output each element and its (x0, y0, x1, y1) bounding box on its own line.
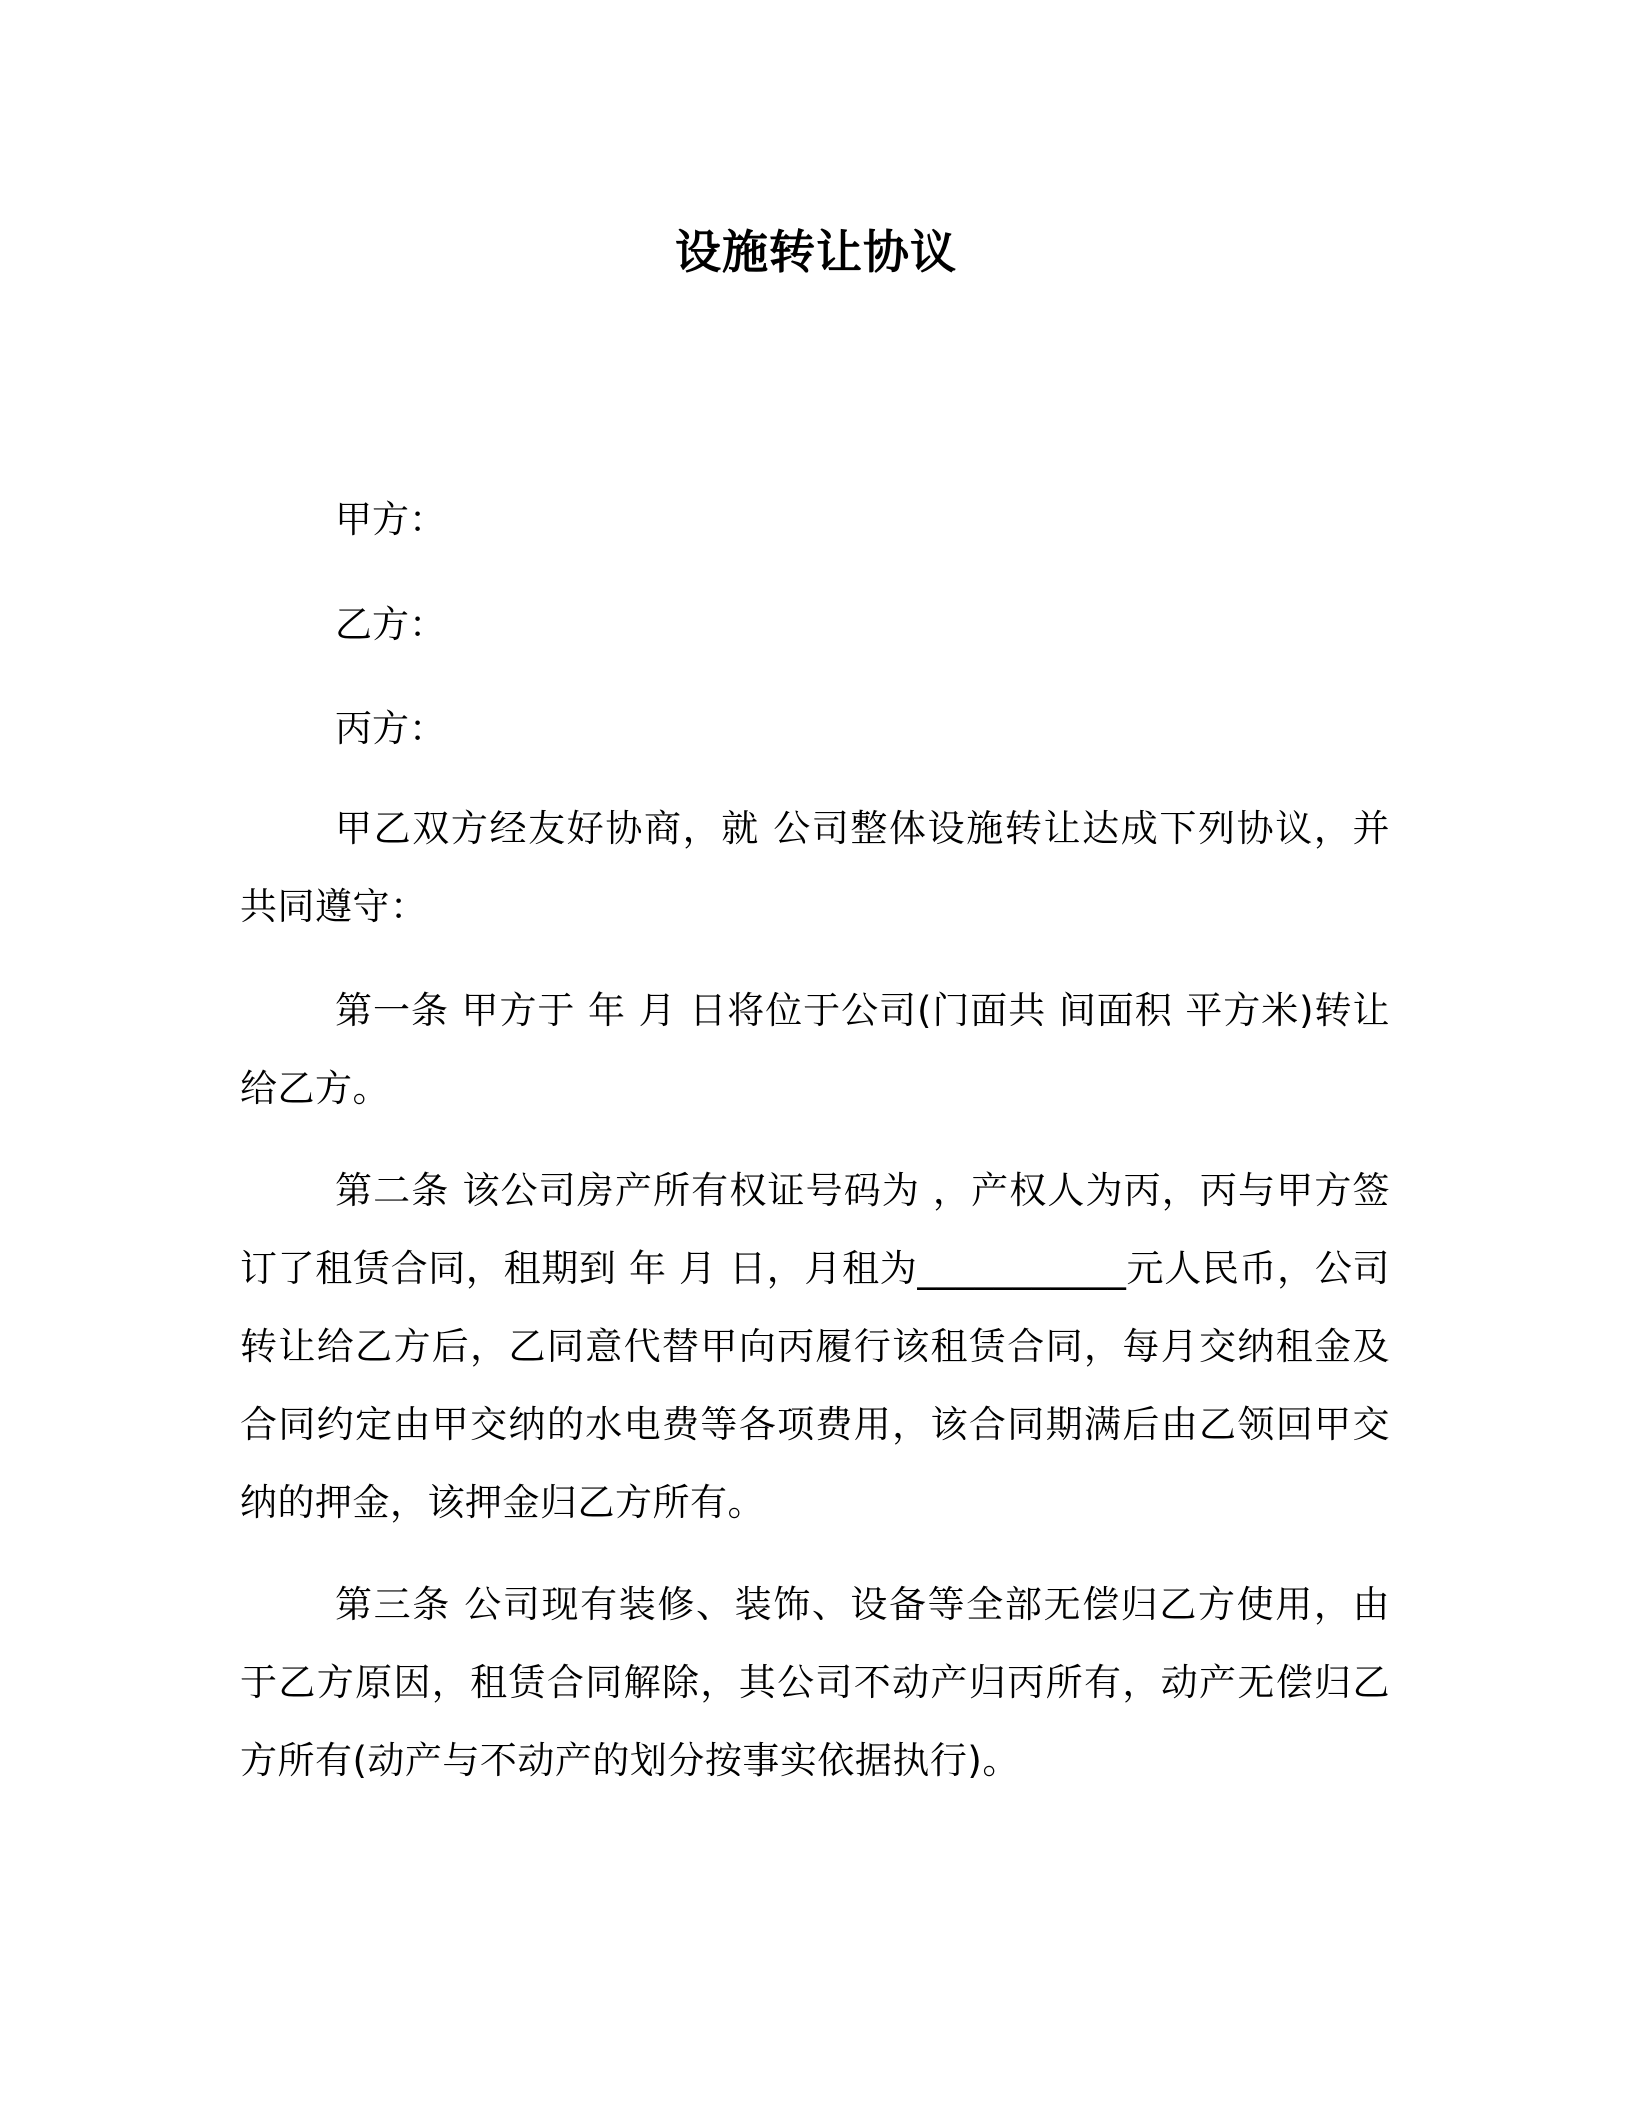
party-a-label: 甲方： (335, 498, 446, 541)
party-b-label: 乙方： (335, 603, 446, 646)
intro-paragraph: 甲乙双方经友好协商，就 公司整体设施转让达成下列协议，并共同遵守： (240, 807, 1390, 928)
document-title: 设施转让协议 (675, 225, 957, 279)
article-2-paragraph: 第二条 该公司房产所有权证号码为 ，产权人为丙，丙与甲方签订了租赁合同，租期到 年 月 日，月租为___________元人民币，公司转让给乙方后，乙同意代替甲向丙履行该租赁合同，每月交纳租金及合同约定由甲交纳的水电费等各项费用，该合同期满后由乙领回甲交纳的押金，该押金归乙方所有。 (240, 1169, 1390, 1524)
article-3-paragraph: 第三条 公司现有装修、装饰、设备等全部无偿归乙方使用，由于乙方原因，租赁合同解除，其公司不动产归丙所有，动产无偿归乙方所有(动产与不动产的划分按事实依据执行)。 (240, 1583, 1390, 1782)
article-1-paragraph: 第一条 甲方于 年 月 日将位于公司(门面共 间面积 平方米)转让给乙方。 (240, 989, 1390, 1110)
party-c-label: 丙方： (335, 707, 446, 750)
